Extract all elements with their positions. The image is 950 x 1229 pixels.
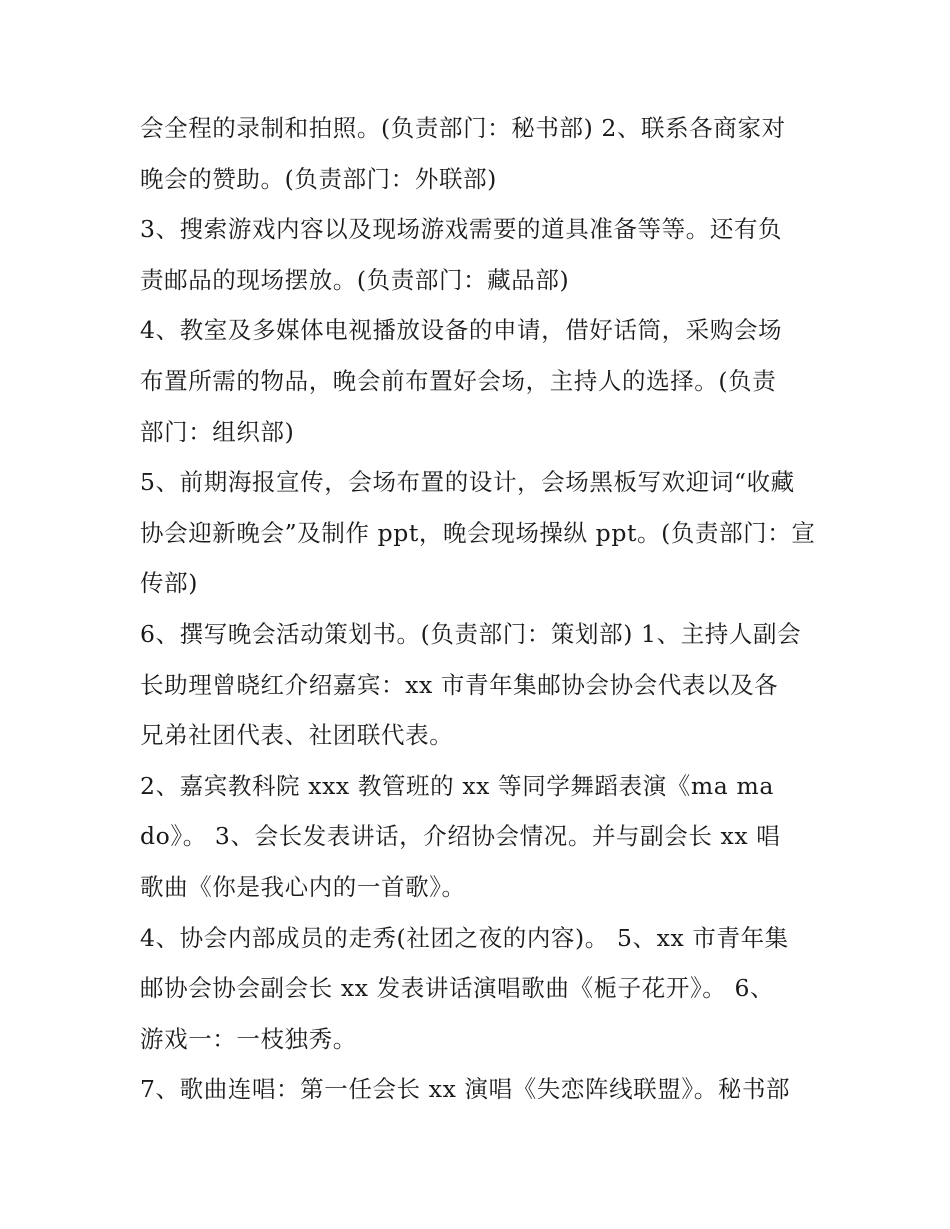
text-line-18: 邮协会协会副会长 xx 发表讲话演唱歌曲《栀子花开》。 6、 xyxy=(140,974,775,1003)
text-line-6: 布置所需的物品，晚会前布置好会场，主持人的选择。(负责 xyxy=(140,366,777,395)
text-line-16: 歌曲《你是我心内的一首歌》。 xyxy=(140,872,466,901)
text-line-19: 游戏一：一枝独秀。 xyxy=(140,1024,357,1053)
text-line-20: 7、歌曲连唱：第一任会长 xx 演唱《失恋阵线联盟》。秘书部 xyxy=(140,1075,791,1104)
text-line-9: 协会迎新晚会”及制作 ppt，晚会现场操纵 ppt。(负责部门：宣 xyxy=(140,518,816,547)
text-line-12: 长助理曾晓红介绍嘉宾：xx 市青年集邮协会协会代表以及各 xyxy=(140,670,779,699)
text-line-4: 责邮品的现场摆放。(负责部门：藏品部) xyxy=(140,265,570,294)
text-line-15: do》。 3、会长发表讲话，介绍协会情况。并与副会长 xx 唱 xyxy=(140,822,781,851)
text-line-5: 4、教室及多媒体电视播放设备的申请，借好话筒，采购会场 xyxy=(140,316,783,345)
text-line-7: 部门：组织部) xyxy=(140,417,295,446)
text-line-11: 6、撰写晚会活动策划书。(负责部门：策划部) 1、主持人副会 xyxy=(140,619,802,648)
text-line-14: 2、嘉宾教科院 xxx 教管班的 xx 等同学舞蹈表演《ma ma xyxy=(140,771,774,800)
text-line-17: 4、协会内部成员的走秀(社团之夜的内容)。 5、xx 市青年集 xyxy=(140,923,789,952)
text-line-3: 3、搜索游戏内容以及现场游戏需要的道具准备等等。还有负 xyxy=(140,215,783,244)
text-line-2: 晚会的赞助。(负责部门：外联部) xyxy=(140,164,497,193)
text-line-1: 会全程的录制和拍照。(负责部门：秘书部) 2、联系各商家对 xyxy=(140,114,786,142)
text-line-13: 兄弟社团代表、社团联代表。 xyxy=(140,721,454,750)
text-line-8: 5、前期海报宣传，会场布置的设计，会场黑板写欢迎词“收藏 xyxy=(140,468,795,497)
document-body xyxy=(140,103,820,1115)
text-line-10: 传部) xyxy=(140,569,198,598)
